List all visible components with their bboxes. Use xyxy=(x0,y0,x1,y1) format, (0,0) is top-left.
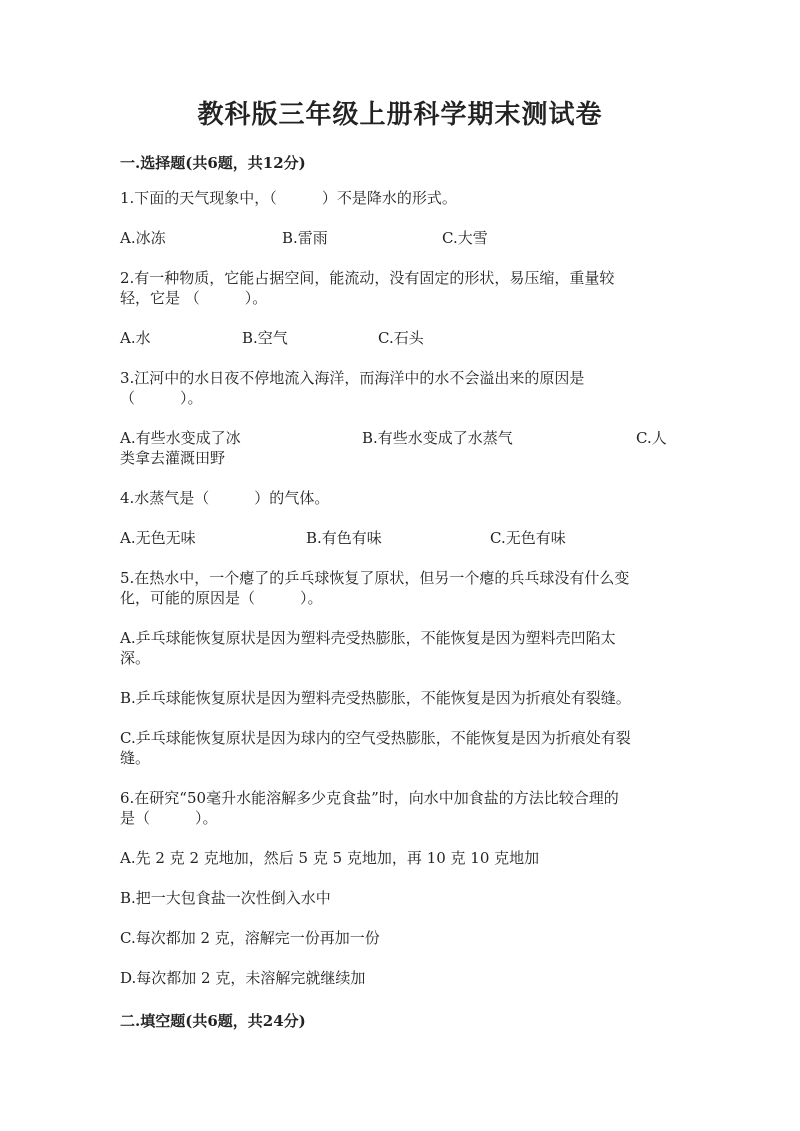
question-4-option-c: C.无色有味 xyxy=(490,529,566,547)
section-heading-choice: 一.选择题(共6题，共12分) xyxy=(120,154,306,172)
question-5-option-a-line2: 深。 xyxy=(120,649,151,667)
question-1-option-a: A.冰冻 xyxy=(120,229,166,247)
question-3-option-a: A.有些水变成了冰 xyxy=(120,429,241,447)
question-1-stem: 1.下面的天气现象中，（ ）不是降水的形式。 xyxy=(120,189,457,207)
question-3-option-b: B.有些水变成了水蒸气 xyxy=(362,429,513,447)
question-3-option-c: C.人 xyxy=(636,429,667,447)
question-6-option-b: B.把一大包食盐一次性倒入水中 xyxy=(120,889,331,907)
question-3-option-c-continued: 类拿去灌溉田野 xyxy=(120,449,226,467)
question-4-option-a: A.无色无味 xyxy=(120,529,196,547)
page-title: 教科版三年级上册科学期末测试卷 xyxy=(197,100,603,130)
section-heading-fill-blank: 二.填空题(共6题，共24分) xyxy=(120,1012,306,1030)
question-1-option-b: B.雷雨 xyxy=(282,229,328,247)
question-6-option-a: A.先 2 克 2 克地加，然后 5 克 5 克地加，再 10 克 10 克地加 xyxy=(120,849,540,867)
question-5-option-b: B.乒乓球能恢复原状是因为塑料壳受热膨胀，不能恢复是因为折痕处有裂缝。 xyxy=(120,689,631,707)
question-4-stem: 4.水蒸气是（ ）的气体。 xyxy=(120,489,330,507)
question-2-option-c: C.石头 xyxy=(378,329,424,347)
question-5-stem-line1: 5.在热水中，一个瘪了的乒乓球恢复了原状，但另一个瘪的兵乓球没有什么变 xyxy=(120,569,630,587)
question-2-option-b: B.空气 xyxy=(242,329,288,347)
question-6-option-d: D.每次都加 2 克，未溶解完就继续加 xyxy=(120,969,366,987)
question-5-stem-line2: 化，可能的原因是（ ）。 xyxy=(120,589,323,607)
question-5-option-c-line2: 缝。 xyxy=(120,749,151,767)
question-1-option-c: C.大雪 xyxy=(442,229,488,247)
question-3-stem-line2: （ ）。 xyxy=(120,389,203,407)
question-3-stem-line1: 3.江河中的水日夜不停地流入海洋，而海洋中的水不会溢出来的原因是 xyxy=(120,369,585,387)
question-2-option-a: A.水 xyxy=(120,329,151,347)
question-2-stem-line2: 轻，它是 （ ）。 xyxy=(120,289,268,307)
question-4-option-b: B.有色有味 xyxy=(306,529,382,547)
question-6-stem-line1: 6.在研究“50毫升水能溶解多少克食盐”时，向水中加食盐的方法比较合理的 xyxy=(120,789,619,807)
question-2-stem-line1: 2.有一种物质，它能占据空间，能流动，没有固定的形状，易压缩，重量较 xyxy=(120,269,615,287)
question-5-option-c-line1: C.乒乓球能恢复原状是因为球内的空气受热膨胀，不能恢复是因为折痕处有裂 xyxy=(120,729,631,747)
question-6-stem-line2: 是（ ）。 xyxy=(120,809,218,827)
question-5-option-a-line1: A.乒乓球能恢复原状是因为塑料壳受热膨胀，不能恢复是因为塑料壳凹陷太 xyxy=(120,629,616,647)
question-6-option-c: C.每次都加 2 克，溶解完一份再加一份 xyxy=(120,929,380,947)
